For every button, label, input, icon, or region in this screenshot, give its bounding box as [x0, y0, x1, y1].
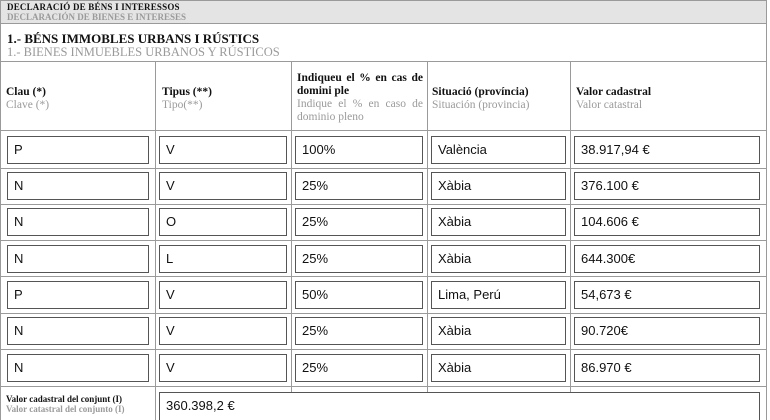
- cell-clau[interactable]: N: [7, 245, 149, 273]
- column-divider: [570, 62, 571, 420]
- cell-percent[interactable]: 25%: [295, 245, 423, 273]
- cell-percent[interactable]: 25%: [295, 172, 423, 200]
- row-divider: [0, 168, 767, 169]
- row-divider: [0, 130, 767, 131]
- cell-tipus[interactable]: V: [159, 136, 287, 164]
- cell-clau[interactable]: N: [7, 172, 149, 200]
- row-divider: [0, 313, 767, 314]
- form-title-es: DECLARACIÓN DE BIENES E INTERESES: [7, 12, 187, 22]
- row-divider: [0, 276, 767, 277]
- cell-situacio[interactable]: Xàbia: [431, 354, 566, 382]
- row-divider: [0, 204, 767, 205]
- cell-percent[interactable]: 25%: [295, 354, 423, 382]
- section-title-es: 1.- BIENES INMUEBLES URBANOS Y RÚSTICOS: [7, 45, 280, 59]
- cell-situacio[interactable]: Lima, Perú: [431, 281, 566, 309]
- column-header-situacio: Situació (província) Situación (provincia): [432, 86, 530, 111]
- cell-situacio[interactable]: València: [431, 136, 566, 164]
- column-divider: [291, 62, 292, 420]
- row-divider: [0, 349, 767, 350]
- total-value[interactable]: 360.398,2 €: [159, 392, 760, 420]
- cell-valor[interactable]: 86.970 €: [574, 354, 760, 382]
- column-divider: [427, 62, 428, 420]
- section-title: 1.- BÉNS IMMOBLES URBANS I RÚSTICS: [7, 31, 260, 46]
- cell-clau[interactable]: N: [7, 208, 149, 236]
- form-title: DECLARACIÓ DE BÉNS I INTERESSOS: [7, 2, 180, 12]
- row-divider: [0, 386, 767, 387]
- form-header: [0, 0, 767, 24]
- cell-situacio[interactable]: Xàbia: [431, 172, 566, 200]
- cell-percent[interactable]: 25%: [295, 208, 423, 236]
- cell-situacio[interactable]: Xàbia: [431, 317, 566, 345]
- total-label: Valor cadastral del conjunt (I) Valor catastral del conjunto (I): [6, 394, 125, 414]
- cell-valor[interactable]: 38.917,94 €: [574, 136, 760, 164]
- cell-percent[interactable]: 100%: [295, 136, 423, 164]
- cell-tipus[interactable]: O: [159, 208, 287, 236]
- cell-clau[interactable]: N: [7, 354, 149, 382]
- section-header: [0, 24, 767, 62]
- cell-valor[interactable]: 104.606 €: [574, 208, 760, 236]
- cell-tipus[interactable]: V: [159, 354, 287, 382]
- cell-tipus[interactable]: V: [159, 317, 287, 345]
- cell-tipus[interactable]: V: [159, 172, 287, 200]
- cell-valor[interactable]: 376.100 €: [574, 172, 760, 200]
- cell-percent[interactable]: 25%: [295, 317, 423, 345]
- column-header-tipus: Tipus (**) Tipo(**): [162, 86, 212, 111]
- column-header-clau: Clau (*) Clave (*): [6, 86, 50, 111]
- cell-clau[interactable]: P: [7, 136, 149, 164]
- cell-tipus[interactable]: L: [159, 245, 287, 273]
- row-divider: [0, 240, 767, 241]
- cell-clau[interactable]: N: [7, 317, 149, 345]
- cell-tipus[interactable]: V: [159, 281, 287, 309]
- column-header-percent: Indiqueu el % en cas de domini ple Indique el % en caso de dominio pleno: [297, 72, 423, 123]
- cell-situacio[interactable]: Xàbia: [431, 245, 566, 273]
- cell-situacio[interactable]: Xàbia: [431, 208, 566, 236]
- column-header-valor: Valor cadastral Valor catastral: [576, 86, 652, 111]
- column-divider: [155, 62, 156, 420]
- cell-valor[interactable]: 644.300€: [574, 245, 760, 273]
- cell-valor[interactable]: 54,673 €: [574, 281, 760, 309]
- cell-valor[interactable]: 90.720€: [574, 317, 760, 345]
- cell-clau[interactable]: P: [7, 281, 149, 309]
- cell-percent[interactable]: 50%: [295, 281, 423, 309]
